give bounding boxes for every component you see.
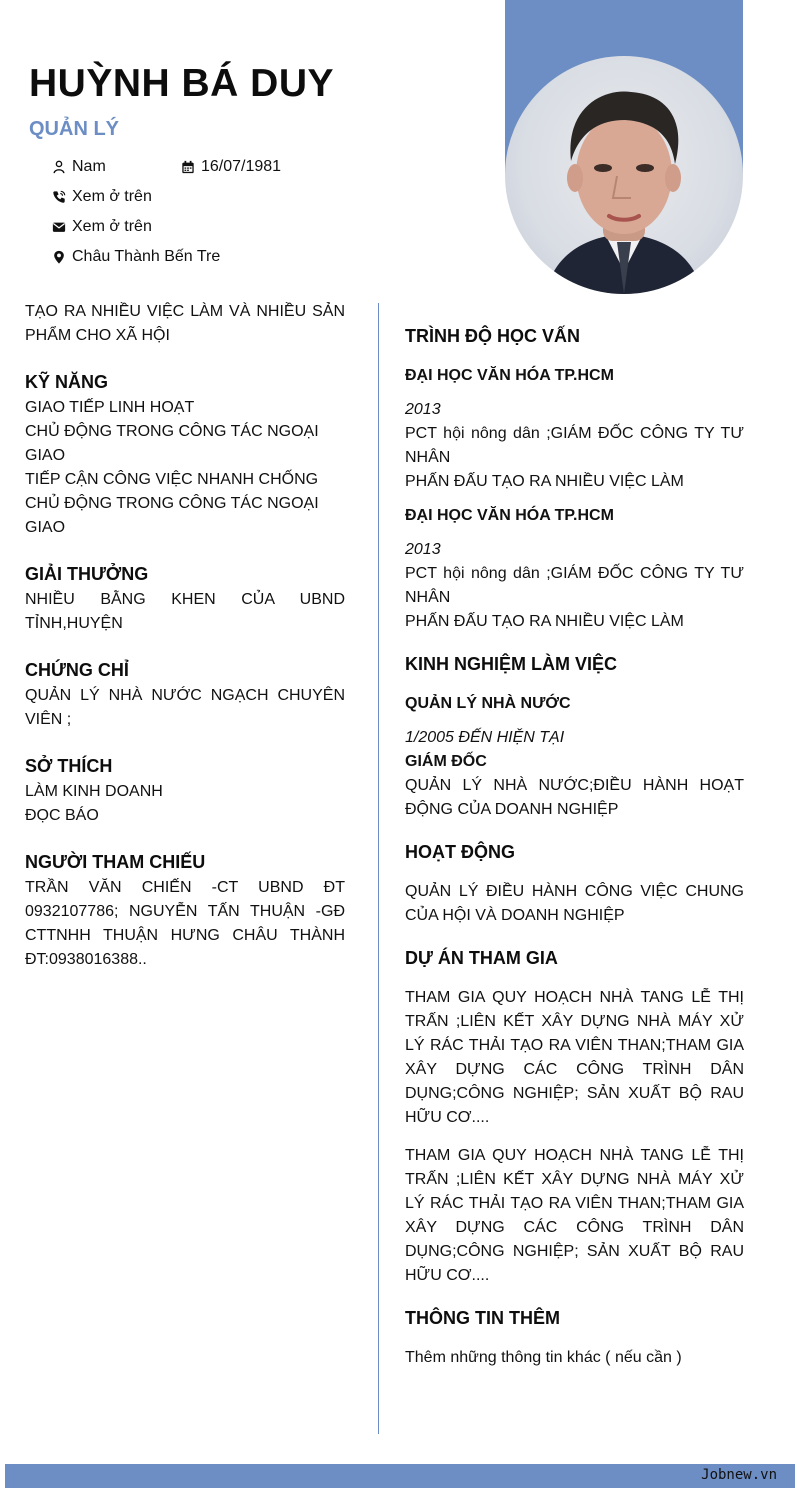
hobbies-title: SỞ THÍCH <box>25 756 113 776</box>
skill-item: CHỦ ĐỘNG TRONG CÔNG TÁC NGOẠI GIAO <box>25 495 319 536</box>
skill-item: GIAO TIẾP LINH HOẠT <box>25 399 195 416</box>
hobbies-section <box>25 752 345 828</box>
references-section <box>25 848 345 972</box>
candidate-role: QUẢN LÝ <box>29 118 119 140</box>
education-detail: PCT hội nông dân ;GIÁM ĐỐC CÔNG TY TƯ NHÂN <box>405 565 744 606</box>
phone-icon <box>52 190 66 204</box>
experience-description: QUẢN LÝ NHÀ NƯỚC;ĐIỀU HÀNH HOẠT ĐỘNG CỦA DOANH NGHIỆP <box>405 777 744 818</box>
education-year: 2013 <box>405 401 441 418</box>
extra-info-text: Thêm những thông tin khác ( nếu cần ) <box>405 1349 682 1366</box>
hobby-item: LÀM KINH DOANH <box>25 783 163 800</box>
school-name: ĐẠI HỌC VĂN HÓA TP.HCM <box>405 367 614 384</box>
footer-bar <box>5 1464 795 1488</box>
skills-title: KỸ NĂNG <box>25 372 109 392</box>
project-item: THAM GIA QUY HOẠCH NHÀ TANG LỄ THỊ TRẤN ;LIÊN KẾT XÂY DỰNG NHÀ MÁY XỬ LÝ RÁC THẢI TẠO RA VIÊN THAN;THAM GIA XÂY DỰNG CÁC CÔNG TRÌNH DÂN DỤNG;CÔNG NGHIỆP; SẢN XUẤT BỘ RAU HỮU CƠ.... <box>405 1147 744 1284</box>
experience-period: 1/2005 ĐẾN HIỆN TẠI <box>405 729 565 746</box>
left-column <box>25 300 345 972</box>
info-address <box>52 248 220 266</box>
phone-value: Xem ở trên <box>72 188 152 205</box>
column-divider <box>378 303 379 1434</box>
education-detail: PHẤN ĐẤU TẠO RA NHIỀU VIỆC LÀM <box>405 473 684 490</box>
map-pin-icon <box>52 250 66 264</box>
education-detail: PCT hội nông dân ;GIÁM ĐỐC CÔNG TY TƯ NHÂN <box>405 425 744 466</box>
company-name: QUẢN LÝ NHÀ NƯỚC <box>405 695 571 712</box>
info-birthdate <box>181 158 281 176</box>
activities-text: QUẢN LÝ ĐIỀU HÀNH CÔNG VIỆC CHUNG CỦA HỘI VÀ DOANH NGHIỆP <box>405 883 744 924</box>
experience-section <box>405 650 744 822</box>
experience-entry <box>405 692 744 822</box>
skills-section <box>25 368 345 540</box>
activities-title: HOẠT ĐỘNG <box>405 842 515 862</box>
experience-position: GIÁM ĐỐC <box>405 753 487 770</box>
certificates-title: CHỨNG CHỈ <box>25 660 129 680</box>
info-gender <box>52 158 106 176</box>
info-phone <box>52 188 152 206</box>
certificates-text: QUẢN LÝ NHÀ NƯỚC NGẠCH CHUYÊN VIÊN ; <box>25 687 345 728</box>
awards-title: GIẢI THƯỞNG <box>25 564 149 584</box>
candidate-name: HUỲNH BÁ DUY <box>29 62 335 105</box>
school-name: ĐẠI HỌC VĂN HÓA TP.HCM <box>405 507 614 524</box>
awards-section <box>25 560 345 636</box>
awards-text: NHIỀU BẰNG KHEN CỦA UBND TỈNH,HUYỆN <box>25 591 345 632</box>
skill-item: CHỦ ĐỘNG TRONG CÔNG TÁC NGOẠI GIAO <box>25 423 319 464</box>
education-year: 2013 <box>405 541 441 558</box>
activities-section <box>405 838 744 928</box>
address-value: Châu Thành Bến Tre <box>72 248 221 265</box>
projects-title: DỰ ÁN THAM GIA <box>405 948 558 968</box>
education-entry <box>405 504 744 634</box>
education-title: TRÌNH ĐỘ HỌC VẤN <box>405 326 580 346</box>
gender-value: Nam <box>72 158 106 175</box>
footer-brand[interactable]: Jobnew.vn <box>701 1467 777 1483</box>
references-text: TRẦN VĂN CHIẾN -CT UBND ĐT 0932107786; NGUYỄN TẤN THUẬN -GĐ CTTNHH THUẬN HƯNG CHÂU THÀNH ĐT:0938016388.. <box>25 879 345 968</box>
right-column <box>405 322 744 1370</box>
calendar-icon <box>181 160 195 174</box>
career-objective: TẠO RA NHIỀU VIỆC LÀM VÀ NHIỀU SẢN PHẨM CHO XÃ HỘI <box>25 303 345 344</box>
projects-section <box>405 944 744 1288</box>
email-value: Xem ở trên <box>72 218 152 235</box>
education-detail: PHẤN ĐẤU TẠO RA NHIỀU VIỆC LÀM <box>405 613 684 630</box>
project-item: THAM GIA QUY HOẠCH NHÀ TANG LỄ THỊ TRẤN ;LIÊN KẾT XÂY DỰNG NHÀ MÁY XỬ LÝ RÁC THẢI TẠO RA VIÊN THAN;THAM GIA XÂY DỰNG CÁC CÔNG TRÌNH DÂN DỤNG;CÔNG NGHIỆP; SẢN XUẤT BỘ RAU HỮU CƠ.... <box>405 989 744 1126</box>
references-title: NGƯỜI THAM CHIẾU <box>25 852 206 872</box>
birthdate-value: 16/07/1981 <box>201 158 282 175</box>
certificates-section <box>25 656 345 732</box>
experience-title: KINH NGHIỆM LÀM VIỆC <box>405 654 618 674</box>
portrait-illustration <box>505 56 743 294</box>
info-email <box>52 218 152 236</box>
hobby-item: ĐỌC BÁO <box>25 807 99 824</box>
extra-info-section <box>405 1304 744 1370</box>
education-entry <box>405 364 744 494</box>
profile-photo <box>505 56 743 294</box>
skill-item: TIẾP CẬN CÔNG VIỆC NHANH CHỐNG <box>25 471 319 488</box>
user-icon <box>52 160 66 174</box>
extra-info-title: THÔNG TIN THÊM <box>405 1308 560 1328</box>
education-section <box>405 322 744 634</box>
envelope-icon <box>52 220 66 234</box>
